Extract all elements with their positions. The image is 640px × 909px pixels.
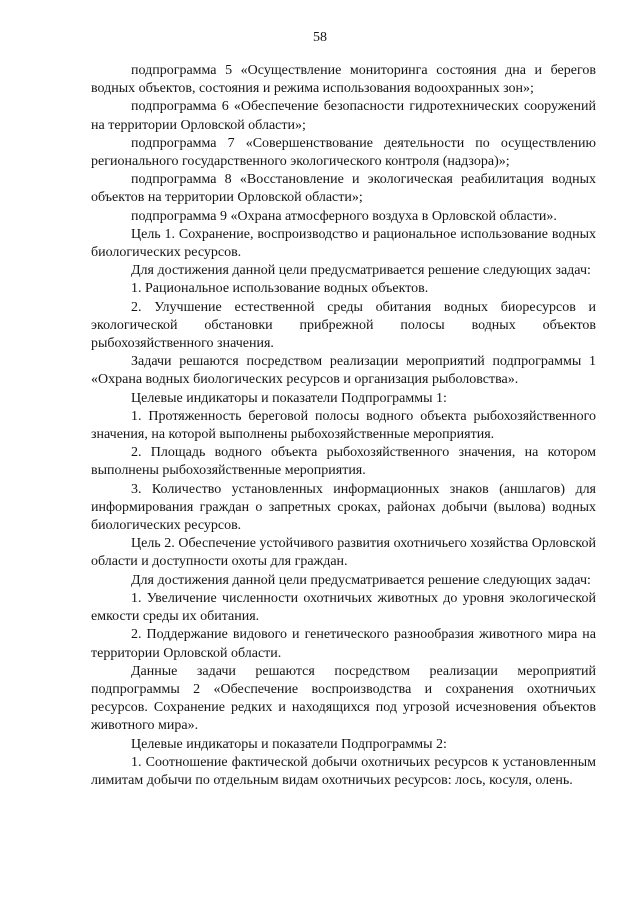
paragraph-goal-2-task-2: 2. Поддержание видового и генетического разнообразия животного мира на территории Орловской области. bbox=[91, 627, 596, 661]
paragraph-subprogram-8: подпрограмма 8 «Восстановление и экологическая реабилитация водных объектов на территории Орловской области»; bbox=[91, 172, 596, 206]
page-number: 58 bbox=[313, 30, 327, 45]
paragraph-goal-1-task-2: 2. Улучшение естественной среды обитания водных биоресурсов и экологической обстановки прибрежной полосы водных объектов рыбохозяйственного значения. bbox=[91, 299, 596, 352]
paragraph-goal-1: Цель 1. Сохранение, воспроизводство и рациональное использование водных биологических ресурсов. bbox=[91, 226, 596, 261]
paragraph-indicator-1-1: 1. Протяженность береговой полосы водного объекта рыбохозяйственного значения, на которой выполнены рыбохозяйственные мероприятия. bbox=[91, 408, 596, 443]
paragraph-subprogram-6: подпрограмма 6 «Обеспечение безопасности гидротехнических сооружений на территории Орловской области»; bbox=[91, 99, 596, 133]
paragraph-goal-1-tasks-solution: Задачи решаются посредством реализации мероприятий подпрограммы 1 «Охрана водных биологических ресурсов и организация рыболовства». bbox=[91, 354, 596, 388]
document-body bbox=[91, 62, 596, 790]
paragraph-goal-1-intro: Для достижения данной цели предусматривается решение следующих задач: bbox=[131, 263, 591, 279]
paragraph-indicator-2-1: 1. Соотношение фактической добычи охотничьих ресурсов к установленным лимитам добычи по отдельным видам охотничьих ресурсов: лось, косуля, олень. bbox=[91, 754, 596, 788]
paragraph-goal-2-task-1: 1. Увеличение численности охотничьих животных до уровня экологической емкости среды их обитания. bbox=[91, 590, 596, 625]
paragraph-indicators-1-heading: Целевые индикаторы и показатели Подпрограммы 1: bbox=[131, 390, 447, 406]
paragraph-indicator-1-2: 2. Площадь водного объекта рыбохозяйственного значения, на котором выполнены рыбохозяйственные мероприятия. bbox=[91, 445, 596, 479]
paragraph-indicator-1-3: 3. Количество установленных информационных знаков (аншлагов) для информирования граждан о запретных сроках, районах добычи (вылова) водных биологических ресурсов. bbox=[91, 481, 596, 534]
paragraph-subprogram-9: подпрограмма 9 «Охрана атмосферного воздуха в Орловской области». bbox=[131, 208, 557, 224]
paragraph-subprogram-7: подпрограмма 7 «Совершенствование деятельности по осуществлению регионального государственного экологического контроля (надзора)»; bbox=[91, 135, 596, 170]
paragraph-goal-2-tasks-solution: Данные задачи решаются посредством реализации мероприятий подпрограммы 2 «Обеспечение воспроизводства и сохранения охотничьих ресурсов. Сохранение редких и находящихся под угрозой исчезновения объектов животного мира». bbox=[91, 663, 596, 734]
paragraph-goal-2: Цель 2. Обеспечение устойчивого развития охотничьего хозяйства Орловской области и доступности охоты для граждан. bbox=[91, 536, 596, 570]
paragraph-subprogram-5: подпрограмма 5 «Осуществление мониторинга состояния дна и берегов водных объектов, состояния и режима использования водоохранных зон»; bbox=[91, 63, 596, 97]
paragraph-goal-2-intro: Для достижения данной цели предусматривается решение следующих задач: bbox=[131, 572, 591, 588]
paragraph-indicators-2-heading: Целевые индикаторы и показатели Подпрограммы 2: bbox=[131, 736, 447, 752]
paragraph-goal-1-task-1: 1. Рациональное использование водных объектов. bbox=[131, 281, 429, 297]
